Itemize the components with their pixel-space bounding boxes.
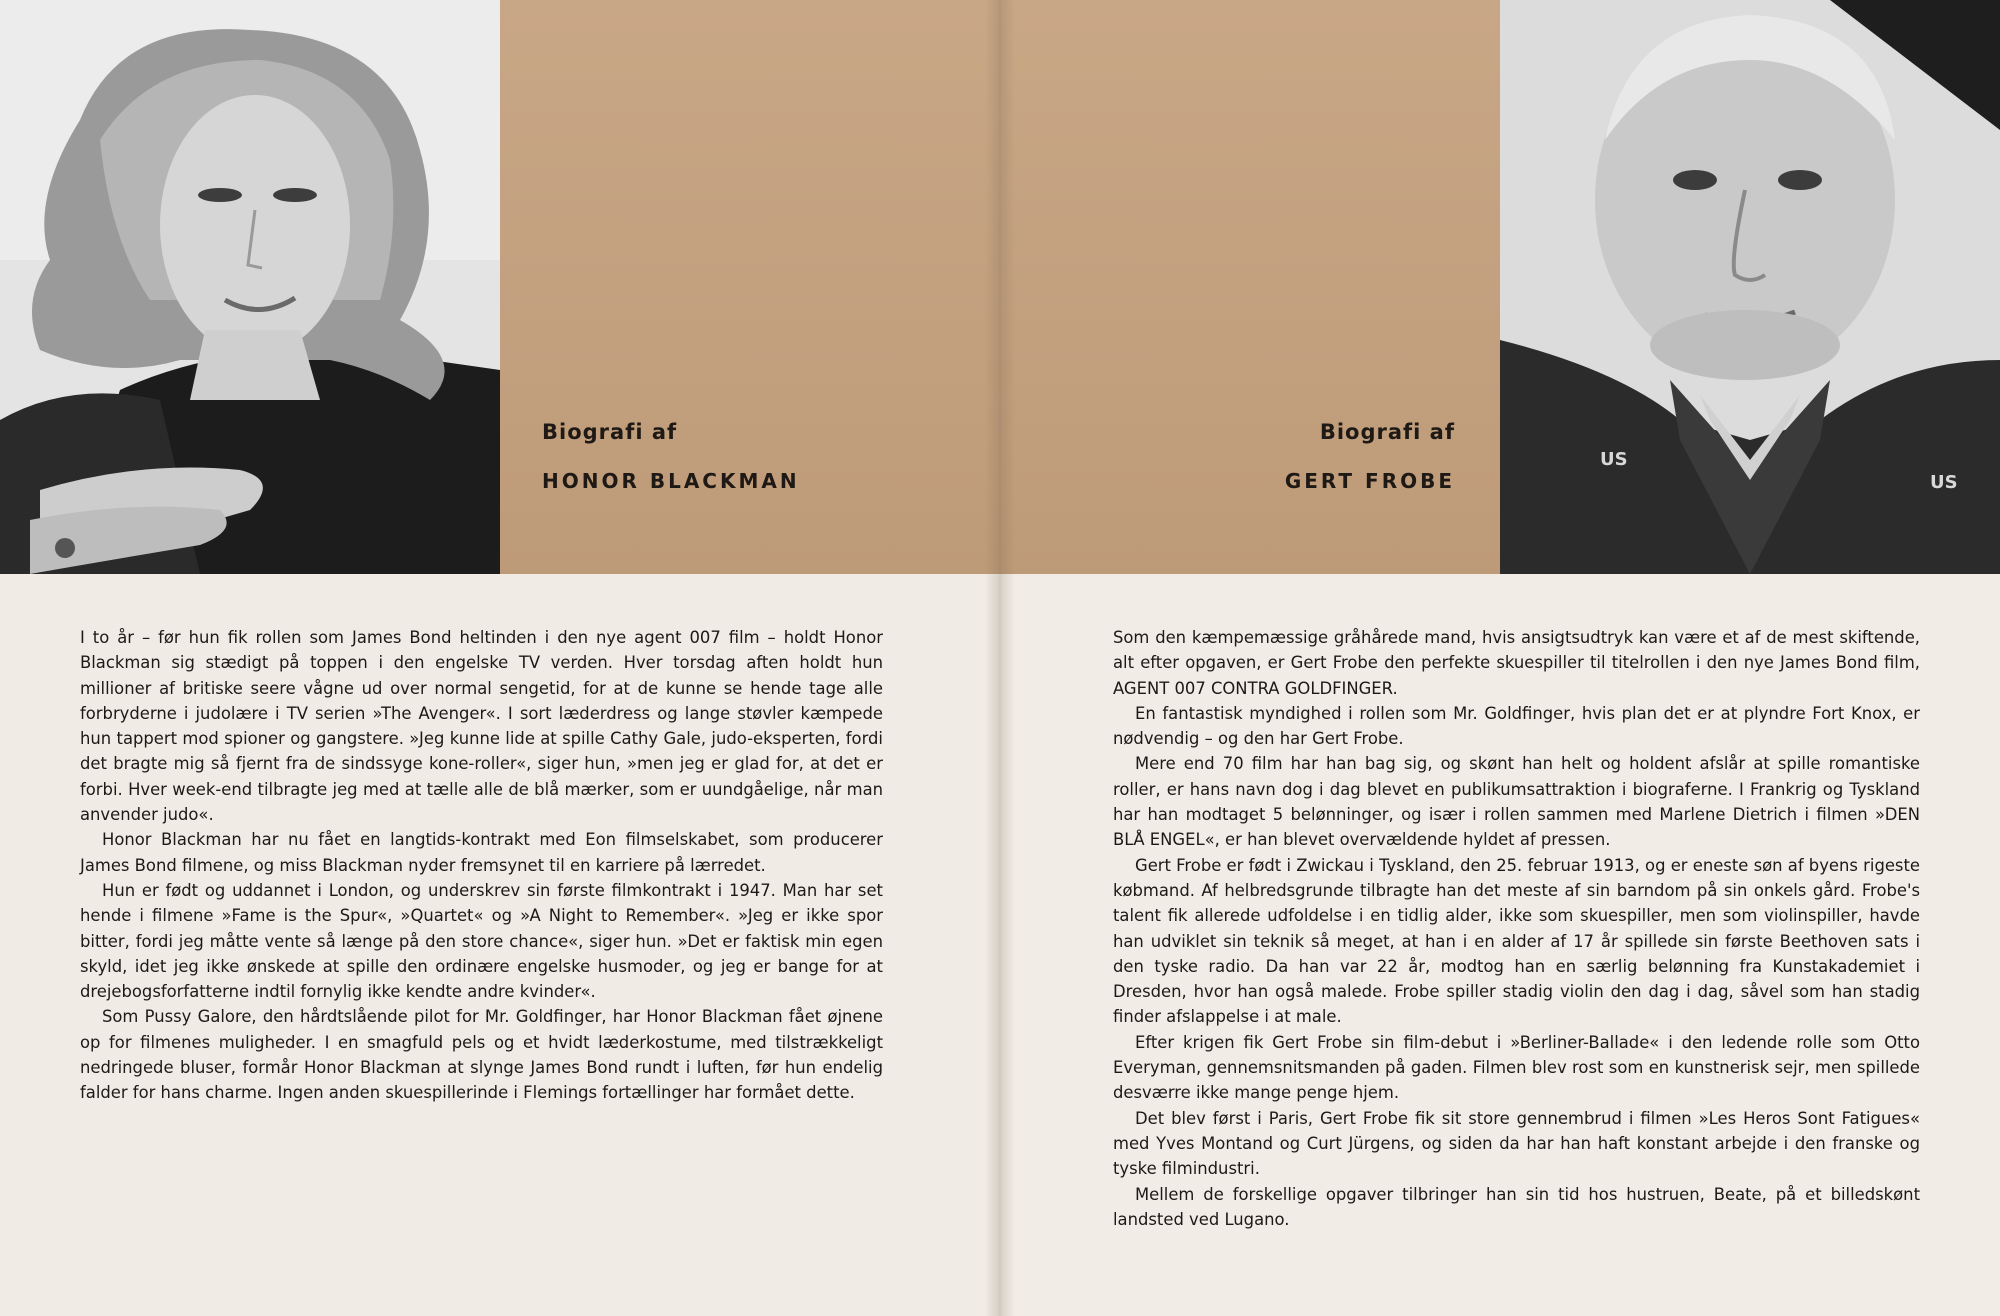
gert-frobe-biography (1113, 625, 1920, 1232)
heading-name: GERT FROBE (1284, 469, 1455, 493)
paragraph: Som den kæmpemæssige gråhårede mand, hvis ansigtsudtryk kan være et af de mest skiftende, alt efter opgaven, er Gert Frobe den perfekte skuespiller til titelrollen i den nye James Bond film, AGENT 007 CONTRA GOLDFINGER. (1113, 628, 1920, 698)
paragraph: Hun er født og uddannet i London, og underskrev sin første filmkontrakt i 1947. Man har set hende i filmene »Fame is the Spur«, »Quartet« og »A Night to Remember«. »Jeg er ikke spor bitter, fordi jeg måtte vente så længe på den store chance«, siger hun. »Det er faktisk min egen skyld, idet jeg ikke ønskede at spille den ordinære engelske husmoder, og jeg er bange for at drejebogsforfatterne indtil fornylig ikke kendte andre kvinder«. (80, 880, 883, 1002)
heading-name: HONOR BLACKMAN (542, 469, 800, 493)
paragraph: Gert Frobe er født i Zwickau i Tyskland, den 25. februar 1913, og er eneste søn af byens rigeste købmand. Af helbredsgrunde tilbragte han det meste af sin barndom på sin onkels gård. Frobe's talent fik allerede udfoldelse i en tidlig alder, ikke som skuespiller, men som violinspiller, havde han udviklet sin teknik så meget, at han i en alder af 17 år spillede sin første Beethoven sats i den tyske radio. Da han var 22 år, modtog han en særlig belønning fra Kunstakademiet i Dresden, hvor han også malede. Frobe spiller stadig violin den dag i dag, såvel som han stadig finder afslappelse i at male. (1113, 855, 1920, 1027)
paragraph: Honor Blackman har nu fået en langtids-kontrakt med Eon filmselskabet, som producerer James Bond filmene, og miss Blackman nyder fremsynet til en karriere på lærredet. (80, 830, 883, 875)
paragraph: Efter krigen fik Gert Frobe sin film-debut i »Berliner-Ballade« i den ledende rolle som Otto Everyman, gennemsnitsmanden på gaden. Filmen blev rost som en kunstnerisk sejr, men spillede desværre ikke mange penge hjem. (1113, 1032, 1920, 1103)
insignia-left: US (1600, 449, 1628, 470)
right-page (1000, 0, 2000, 1316)
paragraph: I to år – før hun fik rollen som James Bond heltinden i den nye agent 007 film – holdt Honor Blackman sig stædigt på toppen i den engelske TV verden. Hver torsdag aften holdt hun millioner af britiske seere vågne ud over normal sengetid, for at de kunne se hende tage alle forbryderne i judolære i TV serien »The Avenger«. I sort læderdress og lange støvler kæmpede hun tappert mod spioner og gangstere. »Jeg kunne lide at spille Cathy Gale, judo-eksperten, fordi det bragte mig så fjernt fra de sindssyge kone-roller«, siger hun, »men jeg er glad for, at det er forbi. Hver week-end tilbragte jeg med at tælle alle de blå mærker, som er uundgåelige, når man anvender judo«. (80, 628, 883, 825)
heading-small: Biografi af (542, 420, 678, 444)
paragraph: Mellem de forskellige opgaver tilbringer han sin tid hos hustruen, Beate, på et billedskønt landsted ved Lugano. (1113, 1184, 1920, 1229)
honor-blackman-heading (542, 420, 800, 493)
insignia-right: US (1930, 472, 1958, 493)
paragraph: En fantastisk myndighed i rollen som Mr. Goldfinger, hvis plan det er at plyndre Fort Knox, er nødvendig – og den har Gert Frobe. (1113, 703, 1920, 749)
paragraph: Det blev først i Paris, Gert Frobe fik sit store gennembrud i filmen »Les Heros Sont Fatigues« med Yves Montand og Curt Jürgens, og siden da har han haft konstant arbejde i den franske og tyske filmindustri. (1113, 1108, 1920, 1179)
gert-frobe-portrait (1500, 0, 2000, 574)
honor-blackman-portrait (0, 0, 500, 574)
gert-frobe-heading (1000, 420, 1455, 493)
paragraph: Mere end 70 film har han bag sig, og skønt han helt og holdent afslår at spille romantiske roller, er hans navn dog i dag blevet en publikumsattraktion i biograferne. I Frankrig og Tyskland har han modtaget 5 belønninger, og især i rollen sammen med Marlene Dietrich i filmen »DEN BLÅ ENGEL«, er han blevet overvældende hyldet af pressen. (1113, 754, 1920, 850)
paragraph: Som Pussy Galore, den hårdtslående pilot for Mr. Goldfinger, har Honor Blackman fået øjnene op for filmenes muligheder. I en smagfuld pels og et hvidt læderkostume, med tilstrækkeligt nedringede bluser, formår Honor Blackman at slynge James Bond rundt i luften, før hun endelig falder for hans charme. Ingen anden skuespillerinde i Flemings fortællinger har formået dette. (80, 1007, 883, 1103)
honor-blackman-biography (80, 625, 883, 1106)
heading-small: Biografi af (1319, 420, 1455, 444)
booklet-spine (985, 0, 1015, 1316)
